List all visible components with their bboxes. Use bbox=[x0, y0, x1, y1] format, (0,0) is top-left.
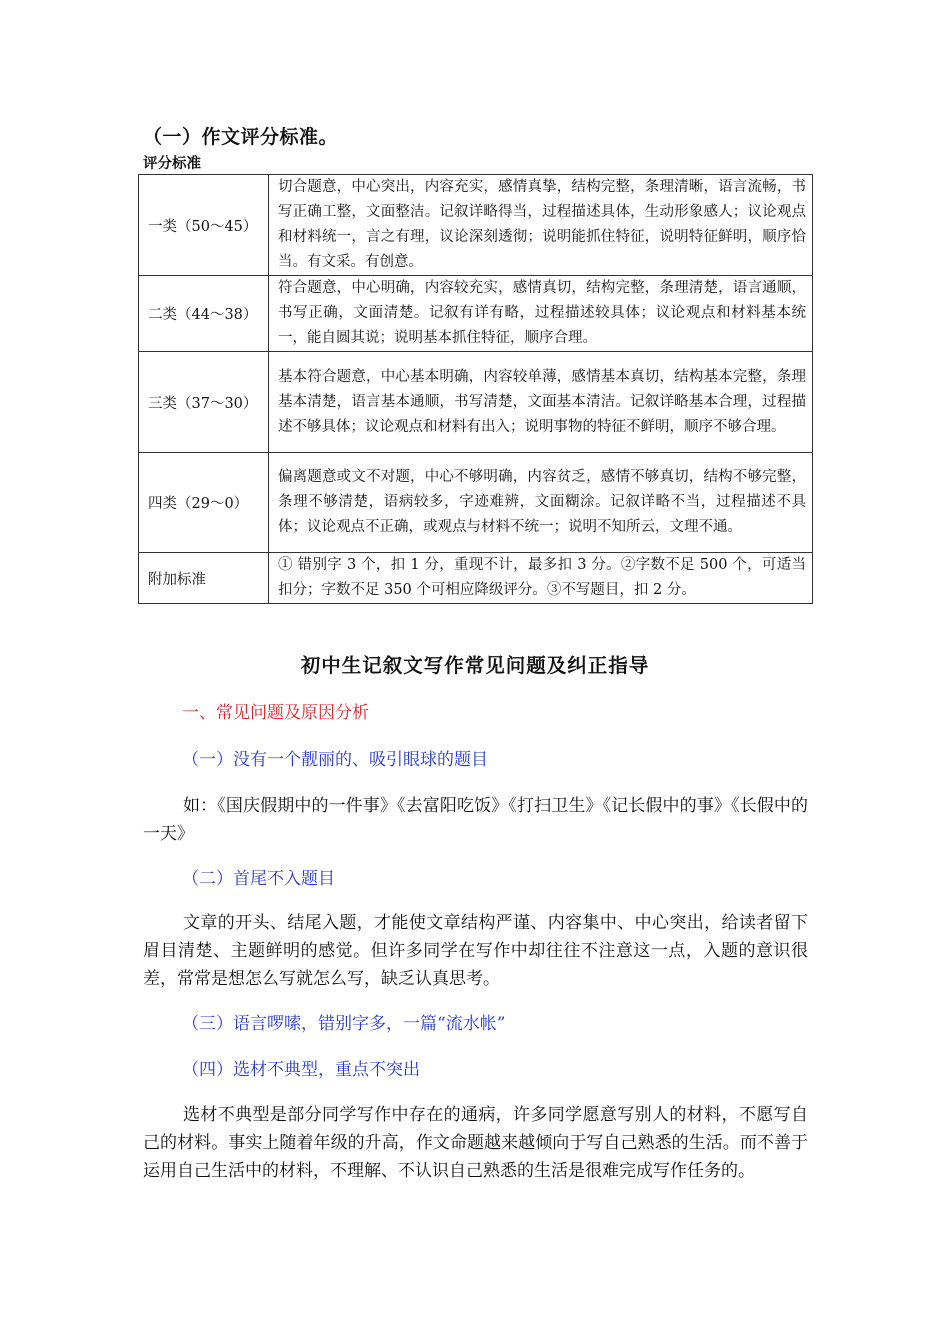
subheading-4: （四）选材不典型，重点不突出 bbox=[182, 1060, 420, 1080]
table-row bbox=[139, 175, 813, 276]
table-caption: 评分标准 bbox=[143, 155, 201, 172]
table-row bbox=[139, 352, 813, 453]
level-cell: 一类（50～45） bbox=[139, 175, 269, 276]
paragraph-3: 选材不典型是部分同学写作中存在的通病，许多同学愿意写别人的材料，不愿写自己的材料。事实上随着年级的升高，作文命题越来越倾向于写自己熟悉的生活。而不善于运用自己生活中的材料，不理解、不认识自己熟悉的生活是很难完成写作任务的。 bbox=[143, 1105, 808, 1181]
table-row bbox=[139, 453, 813, 553]
criteria-cell: 偏离题意或文不对题，中心不够明确，内容贫乏，感情不够真切，结构不够完整，条理不够清楚，语病较多，字迹难辨，文面糊涂。记叙详略不当，过程描述不具体；议论观点不正确，或观点与材料不统一；说明不知所云，文理不通。 bbox=[269, 453, 813, 553]
subheading-3: （三）语言啰嗦，错别字多，一篇“流水帐” bbox=[182, 1014, 506, 1034]
subheading-2: （二）首尾不入题目 bbox=[182, 869, 335, 889]
criteria-cell: 基本符合题意，中心基本明确，内容较单薄，感情基本真切，结构基本完整，条理基本清楚，语言基本通顺，书写清楚，文面基本清洁。记叙详略基本合理，过程描述不够具体；议论观点和材料有出入；说明事物的特征不鲜明，顺序不够合理。 bbox=[269, 352, 813, 453]
level-cell: 三类（37～30） bbox=[139, 352, 269, 453]
table-row bbox=[139, 553, 813, 604]
table-row bbox=[139, 276, 813, 352]
paragraph-2: 文章的开头、结尾入题，才能使文章结构严谨、内容集中、中心突出，给读者留下眉目清楚、主题鲜明的感觉。但许多同学在写作中却往往不注意这一点，入题的意识很差，常常是想怎么写就怎么写，缺乏认真思考。 bbox=[143, 913, 808, 989]
section-heading: （一）作文评分标准。 bbox=[143, 126, 339, 148]
article-title: 初中生记叙文写作常见问题及纠正指导 bbox=[300, 654, 650, 677]
scoring-table bbox=[138, 174, 813, 604]
criteria-cell: 切合题意，中心突出，内容充实，感情真挚，结构完整，条理清晰，语言流畅，书写正确工整，文面整洁。记叙详略得当，过程描述具体，生动形象感人；议论观点和材料统一，言之有理，议论深刻透彻；说明能抓住特征，说明特征鲜明，顺序恰当。有文采。有创意。 bbox=[269, 175, 813, 276]
level-cell: 附加标准 bbox=[139, 553, 269, 604]
criteria-cell: ① 错别字 3 个，扣 1 分，重现不计，最多扣 3 分。②字数不足 500 个，可适当扣分；字数不足 350 个可相应降级评分。③不写题目，扣 2 分。 bbox=[269, 553, 813, 604]
subheading-1: （一）没有一个靓丽的、吸引眼球的题目 bbox=[182, 750, 488, 770]
level-cell: 二类（44～38） bbox=[139, 276, 269, 352]
section-heading-red: 一、常见问题及原因分析 bbox=[182, 703, 369, 723]
criteria-cell: 符合题意，中心明确，内容较充实，感情真切，结构完整，条理清楚，语言通顺，书写正确，文面清楚。记叙有详有略，过程描述较具体；议论观点和材料基本统一，能自圆其说；说明基本抓住特征，顺序合理。 bbox=[269, 276, 813, 352]
level-cell: 四类（29～0） bbox=[139, 453, 269, 553]
paragraph-1: 如：《国庆假期中的一件事》《去富阳吃饭》《打扫卫生》《记长假中的事》《长假中的一天》 bbox=[143, 796, 808, 844]
